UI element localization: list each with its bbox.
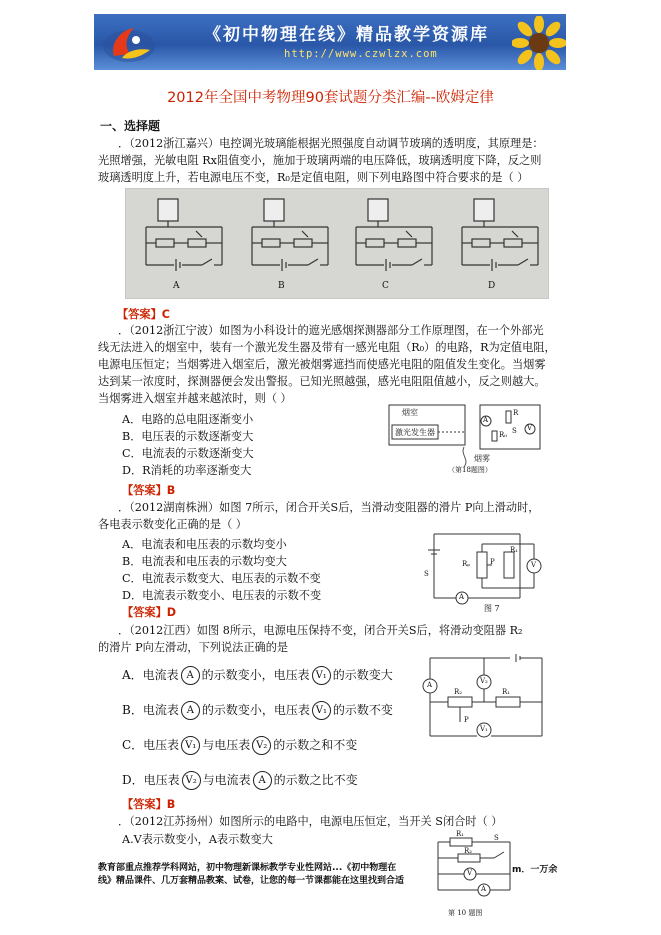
q2-fig-r: R xyxy=(513,409,519,417)
q3-fig-a: A xyxy=(459,593,465,601)
q4-line-2: 的滑片 P向左滑动，下列说法正确的是 xyxy=(98,641,289,654)
q2-line-4: 达到某一浓度时，探测器便会发出警报。已知光照越强，感光电阻阻值越小，反之则越大。 xyxy=(98,375,546,388)
q1-figure-photo xyxy=(125,188,549,299)
q4-c-meter-2: V₂ xyxy=(252,736,271,755)
q1-circuit-d-glass xyxy=(474,199,494,221)
q5-fig-caption: 第 10 题图 xyxy=(448,909,483,917)
q4-fig-v1: V₁ xyxy=(480,725,488,733)
q4-fig-v2: V₂ xyxy=(480,677,488,685)
q3-answer: 【答案】D xyxy=(122,606,177,619)
q1-circuit-d-rx xyxy=(504,239,522,247)
q3-fig-s: S xyxy=(424,570,429,578)
q2-line-2: 线无法进入的烟室中，装有一个激光发生器及带有一感光电阻（R₀）的电路，R为定值电阻， xyxy=(98,341,556,354)
q3-line-1: ．（2012湖南株洲）如图 7所示，闭合开关S后，当滑动变阻器的滑片 P向上滑动时， xyxy=(118,501,540,514)
q5-fig-a: A xyxy=(481,885,487,893)
site-logo-icon xyxy=(100,20,158,66)
q1-circuit-a-glass xyxy=(158,199,178,221)
q1-circuit-a-r0 xyxy=(156,239,174,247)
q4-answer: 【答案】B xyxy=(122,798,176,811)
q3-option-c: C．电流表示数变大、电压表的示数不变 xyxy=(122,572,321,585)
q3-fig-p: P xyxy=(490,558,495,566)
q1-circuit-b-light-ray xyxy=(302,231,308,237)
q2-fig-ammeter: A xyxy=(483,416,489,424)
q5-fig-s: S xyxy=(494,834,499,842)
section-heading: 一、选择题 xyxy=(100,119,161,133)
q4-a-meter-2: V₁ xyxy=(312,666,331,685)
q1-circuit-c-r0 xyxy=(366,239,384,247)
q1-line-1: ．（2012浙江嘉兴）电控调光玻璃能根据光照强度自动调节玻璃的透明度，其原理是： xyxy=(118,137,544,150)
q4-option-c: C．电压表 V₁ 与电压表 V₂ 的示数之和不变 xyxy=(122,736,357,755)
q1-circuit-b-switch xyxy=(308,259,318,265)
q1-circuit-d-r0 xyxy=(472,239,490,247)
q5-fig-r2: R₂ xyxy=(464,847,473,855)
q2-fig-smoke: 烟雾 xyxy=(474,454,490,463)
q1-circuit-b-r0 xyxy=(262,239,280,247)
q1-circuit-c-glass xyxy=(368,199,388,221)
q2-option-c: C．电流表的示数逐渐变大 xyxy=(122,447,254,460)
q4-fig-p: P xyxy=(464,716,469,724)
q4-c-meter-1: V₁ xyxy=(181,736,200,755)
sunflower-icon xyxy=(512,16,566,70)
q4-b-meter-2: V₁ xyxy=(312,701,331,720)
q2-figure xyxy=(388,403,544,475)
q2-answer: 【答案】B xyxy=(122,484,176,497)
q1-line-3: 玻璃透明度上升，若电源电压不变，R₀是定值电阻，则下列电路图中符合要求的是（ ） xyxy=(98,171,529,184)
q4-option-d: D．电压表 V₂ 与电流表 A 的示数之比不变 xyxy=(122,771,358,790)
q5-fig-r1: R₁ xyxy=(456,830,465,838)
q4-option-b: B．电流表 A 的示数变小，电压表 V₁ 的示数不变 xyxy=(122,701,393,720)
q1-fig-label-b: B xyxy=(278,281,285,291)
q3-fig-r1: R₁ xyxy=(510,546,519,554)
q1-circuit-b-glass xyxy=(264,199,284,221)
q1-fig-label-a: A xyxy=(173,281,180,291)
q1-circuit-a-rx xyxy=(188,239,206,247)
q5-option-a: A.V表示数变小，A表示数变大 xyxy=(122,833,273,846)
footer-line-2: 线》精品课件、几万套精品教案、试卷，让您的每一节课都能在这里找到合适 xyxy=(98,876,405,886)
q2-fig-laser: 激光发生器 xyxy=(395,428,435,437)
q3-figure xyxy=(424,530,546,616)
q1-circuit-c-light-ray xyxy=(406,231,412,237)
q2-fig-r0: R₀ xyxy=(499,431,508,439)
q3-fig-caption: 图 7 xyxy=(484,604,500,613)
q1-fig-label-d: D xyxy=(488,281,496,291)
q1-circuit-diagrams xyxy=(126,189,550,300)
footer-line-1: 教育部重点推荐学科网站，初中物理新课标教学专业性网站...《初中物理在 xyxy=(98,863,397,873)
q2-fig-room: 烟室 xyxy=(402,408,418,417)
q1-circuit-c-switch xyxy=(412,259,422,265)
q2-line-5: 当烟雾进入烟室并越来越浓时，则（ ） xyxy=(98,392,292,405)
q3-option-a: A．电流表和电压表的示数均变小 xyxy=(122,538,287,551)
q4-fig-a: A xyxy=(427,681,433,689)
q1-circuit-a-light-ray xyxy=(196,231,202,237)
q4-figure xyxy=(420,652,550,742)
header-banner xyxy=(94,14,566,70)
q3-fig-v: V xyxy=(531,561,537,569)
q5-line-1: ．（2012江苏扬州）如图所示的电路中，电源电压恒定，当开关 S闭合时（ ） xyxy=(118,815,503,828)
q2-option-b: B．电压表的示数逐渐变大 xyxy=(122,430,254,443)
footer-notice xyxy=(98,862,428,888)
q5-figure xyxy=(434,828,516,928)
footer-tail: m．一万余 xyxy=(512,865,558,875)
q3-option-b: B．电流表和电压表的示数均变大 xyxy=(122,555,287,568)
q1-circuit-a-switch xyxy=(202,259,212,265)
q4-b-meter-1: A xyxy=(181,701,200,720)
q3-fig-rp: Rₚ xyxy=(462,560,471,568)
q2-line-3: 电源电压恒定；当烟雾进入烟室后，激光被烟雾遮挡而使感光电阻的阻值发生变化。当烟雾 xyxy=(98,358,546,371)
q1-answer: 【答案】C xyxy=(117,308,170,321)
q2-option-a: A．电路的总电阻逐渐变小 xyxy=(122,413,254,426)
q2-fig-s: S xyxy=(512,427,517,435)
q2-line-1: ．（2012浙江宁波）如图为小科设计的遮光感烟探测器部分工作原理图，在一个外部光 xyxy=(118,324,544,337)
q4-d-meter-1: V₂ xyxy=(182,771,201,790)
q5-fig-v: V xyxy=(467,869,473,877)
document-title: 2012年全国中考物理90套试题分类汇编--欧姆定律 xyxy=(167,90,494,106)
q2-fig-voltmeter: V xyxy=(527,424,533,432)
q1-circuit-d-switch xyxy=(518,259,528,265)
header-title: 《初中物理在线》精品教学资源库 xyxy=(204,25,489,45)
q4-fig-r1: R₁ xyxy=(502,688,511,696)
q1-fig-label-c: C xyxy=(382,281,389,291)
q4-option-a: A．电流表 A 的示数变小，电压表 V₁ 的示数变大 xyxy=(122,666,393,685)
q1-circuit-c-rx xyxy=(398,239,416,247)
q1-circuit-b-rx xyxy=(294,239,312,247)
q3-line-2: 各电表示数变化正确的是（ ） xyxy=(98,518,247,531)
q3-option-d: D．电流表示数变小、电压表的示数不变 xyxy=(122,589,322,602)
q2-fig-caption: （第18题图） xyxy=(448,466,492,474)
q2-option-d: D．R消耗的功率逐渐变大 xyxy=(122,464,252,477)
q1-line-2: 光照增强，光敏电阻 Rx阻值变小，施加于玻璃两端的电压降低，玻璃透明度下降，反之则 xyxy=(98,154,542,167)
q1-circuit-d-light-ray xyxy=(512,231,518,237)
q4-d-meter-2: A xyxy=(253,771,272,790)
header-url[interactable]: http://www.czwlzx.com xyxy=(284,48,438,60)
q4-fig-r2: R₂ xyxy=(454,688,463,696)
q4-a-meter-1: A xyxy=(181,666,200,685)
q4-line-1: ．（2012江西）如图 8所示，电源电压保持不变，闭合开关S后，将滑动变阻器 R₂ xyxy=(118,624,523,637)
